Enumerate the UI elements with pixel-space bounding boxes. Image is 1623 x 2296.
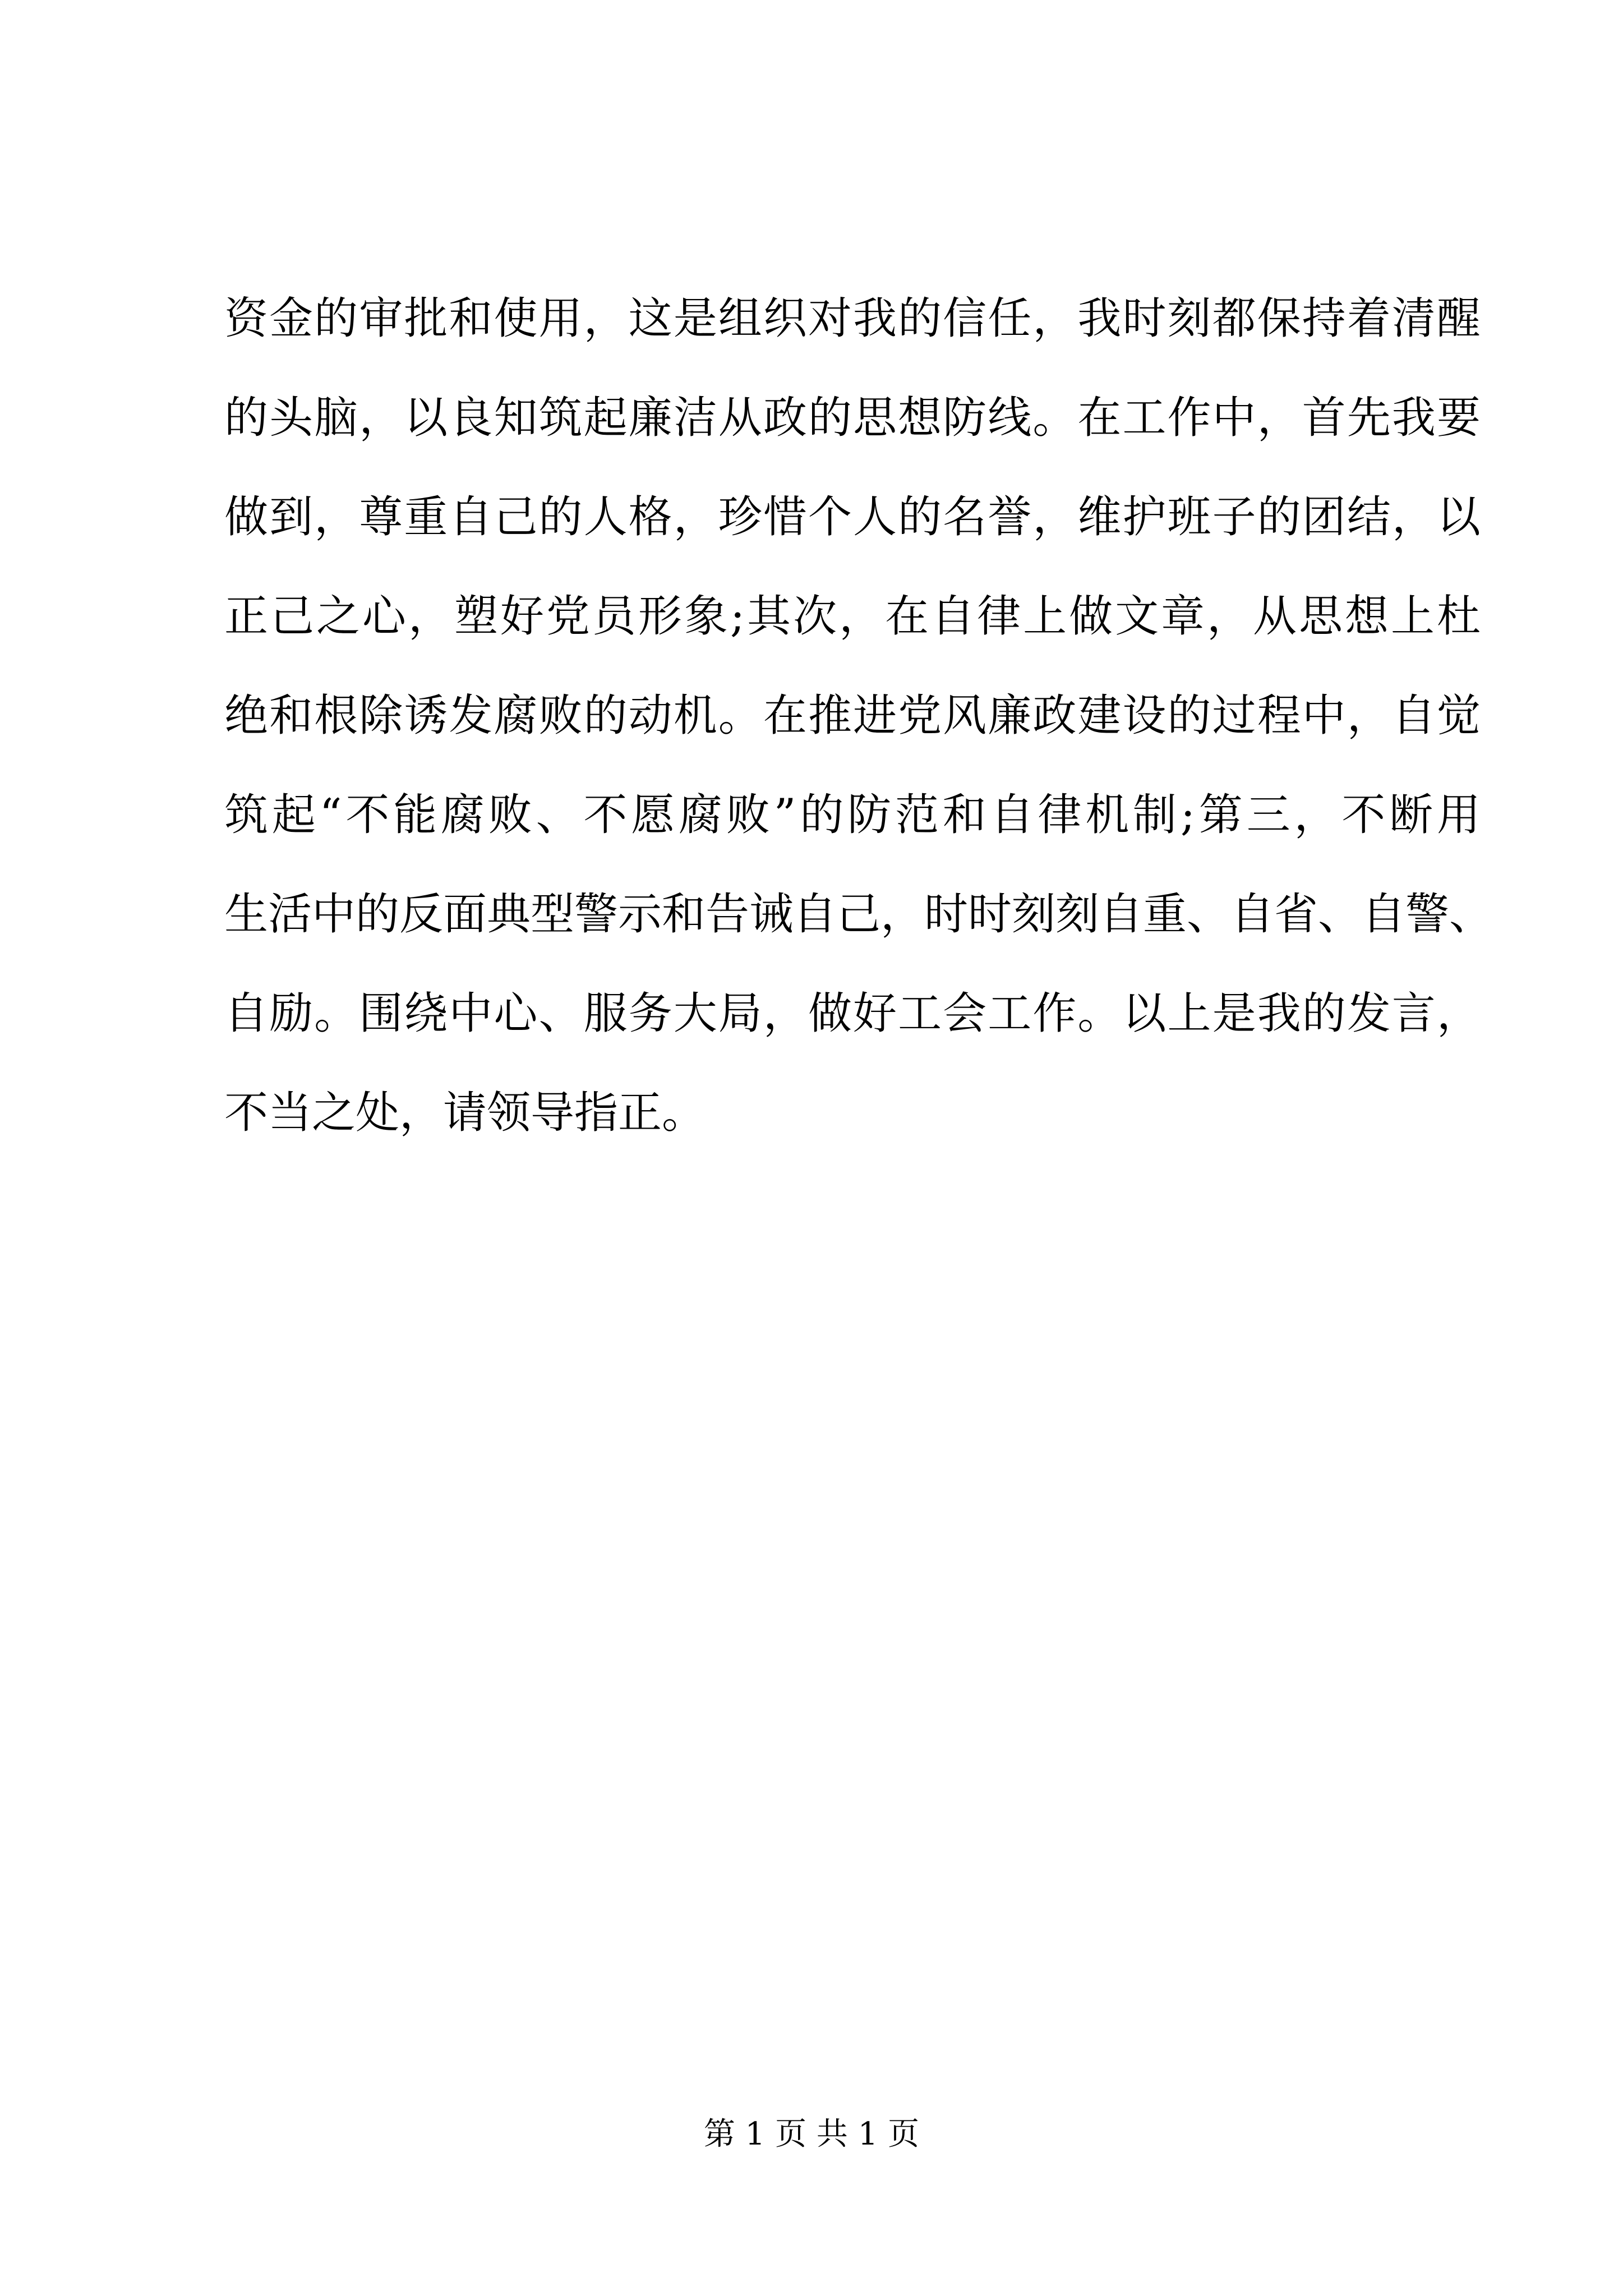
paragraph-line: 正己之心，塑好党员形象;其次，在自律上做文章，从思想上杜 xyxy=(224,591,1481,642)
paragraph-line: 不当之处，请领导指正。 xyxy=(224,1088,706,1138)
paragraph-line: 资金的审批和使用，这是组织对我的信任，我时刻都保持着清醒 xyxy=(224,293,1481,344)
paragraph-line: 生活中的反面典型警示和告诫自己，时时刻刻自重、自省、自警、 xyxy=(224,889,1493,940)
paragraph-line: 做到，尊重自己的人格，珍惜个人的名誉，维护班子的团结，以 xyxy=(224,492,1481,542)
paragraph-line: 筑起“不能腐败、不愿腐败”的防范和自律机制;第三，不断用 xyxy=(224,790,1481,840)
paragraph-line: 的头脑，以良知筑起廉洁从政的思想防线。在工作中，首先我要 xyxy=(224,393,1481,443)
page-number-footer: 第 1 页 共 1 页 xyxy=(703,2116,920,2152)
body-paragraph xyxy=(224,269,1493,1163)
paragraph-line: 绝和根除诱发腐败的动机。在推进党风廉政建设的过程中，自觉 xyxy=(224,691,1481,741)
paragraph-line: 自励。围绕中心、服务大局，做好工会工作。以上是我的发言， xyxy=(224,988,1481,1039)
